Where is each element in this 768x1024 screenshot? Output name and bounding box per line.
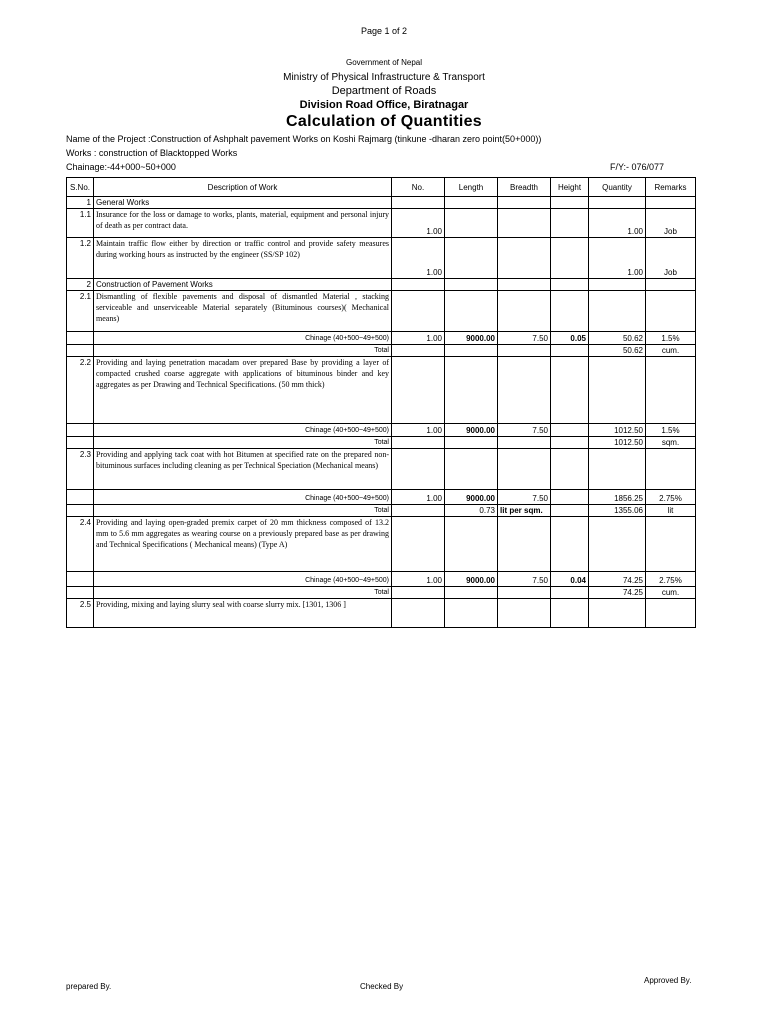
description: Dismantling of flexible pavements and disposal of dismantled Material , stacking serviceable and unserviceable Material separately (Bituminous courses)( Mechanical means) xyxy=(94,291,392,332)
description: Providing and laying open-graded premix carpet of 20 mm thickness composed of 13.2 mm to 5.6 mm aggregates as wearing course on a previously prepared base as per drawing and Technical Specifications ( Mechanical means) (Type A) xyxy=(94,517,392,572)
description: Insurance for the loss or damage to works, plants, material, equipment and personal injury of death as per contract data. xyxy=(94,209,392,238)
quantity-cell: 1012.50 xyxy=(589,437,646,449)
project-name: Name of the Project :Construction of Ashphalt pavement Works on Koshi Rajmarg (tinkune -dharan zero point(50+000)) xyxy=(66,134,542,144)
works-description: Works : construction of Blacktopped Works xyxy=(66,148,238,158)
serial-number: 2.1 xyxy=(67,291,94,332)
department-heading: Department of Roads xyxy=(331,85,437,97)
remarks-cell: 2.75% xyxy=(646,490,696,505)
table-row xyxy=(67,279,696,291)
number-cell: 1.00 xyxy=(392,238,445,279)
quantity-cell: 1856.25 xyxy=(589,490,646,505)
length-cell: 9000.00 xyxy=(445,490,498,505)
remarks-cell: Job xyxy=(646,238,696,279)
column-header: Description of Work xyxy=(94,178,392,197)
table-row xyxy=(67,197,696,209)
page-number: Page 1 of 2 xyxy=(360,26,408,36)
serial-number: 2.2 xyxy=(67,357,94,424)
quantity-cell: 1012.50 xyxy=(589,424,646,437)
number-cell: 1.00 xyxy=(392,572,445,587)
serial-number: 2.3 xyxy=(67,449,94,490)
serial-number: 1 xyxy=(67,197,94,209)
length-cell: 9000.00 xyxy=(445,572,498,587)
breadth-cell: 7.50 xyxy=(498,490,551,505)
table-row xyxy=(67,291,696,332)
column-header: S.No. xyxy=(67,178,94,197)
quantity-cell: 1355.06 xyxy=(589,505,646,517)
table-row xyxy=(67,424,696,437)
table-row xyxy=(67,357,696,424)
table-row xyxy=(67,238,696,279)
quantity-cell: 1.00 xyxy=(589,238,646,279)
table-row xyxy=(67,449,696,490)
table-row xyxy=(67,345,696,357)
column-header: No. xyxy=(392,178,445,197)
approved-by-label: Approved By. xyxy=(644,976,692,985)
quantity-cell: 74.25 xyxy=(589,572,646,587)
length-cell: 9000.00 xyxy=(445,424,498,437)
total-label: Total xyxy=(94,505,392,517)
total-label: Total xyxy=(94,345,392,357)
number-cell: 1.00 xyxy=(392,209,445,238)
table-row xyxy=(67,587,696,599)
breadth-cell: 7.50 xyxy=(498,332,551,345)
length-cell: 9000.00 xyxy=(445,332,498,345)
column-header: Remarks xyxy=(646,178,696,197)
breadth-cell: 7.50 xyxy=(498,572,551,587)
height-cell: 0.05 xyxy=(551,332,589,345)
checked-by-label: Checked By xyxy=(360,982,404,991)
number-cell: 1.00 xyxy=(392,490,445,505)
table-row xyxy=(67,599,696,628)
number-cell: 1.00 xyxy=(392,332,445,345)
quantities-table xyxy=(66,177,696,628)
rate-cell: 0.73 xyxy=(445,505,498,517)
chainage-cell: Chinage (40+500~49+500) xyxy=(94,332,392,345)
rate-unit-cell: lit per sqm. xyxy=(498,505,551,517)
remarks-cell: 1.5% xyxy=(646,332,696,345)
remarks-cell: 1.5% xyxy=(646,424,696,437)
table-row xyxy=(67,517,696,572)
serial-number: 1.1 xyxy=(67,209,94,238)
table-row xyxy=(67,572,696,587)
description: Construction of Pavement Works xyxy=(94,279,392,291)
column-header: Height xyxy=(551,178,589,197)
table-row xyxy=(67,332,696,345)
remarks-cell: lit xyxy=(646,505,696,517)
number-cell: 1.00 xyxy=(392,424,445,437)
total-label: Total xyxy=(94,437,392,449)
column-header: Quantity xyxy=(589,178,646,197)
fiscal-year: F/Y:- 076/077 xyxy=(610,162,665,172)
serial-number: 2.4 xyxy=(67,517,94,572)
document-title: Calculation of Quantities xyxy=(286,113,482,130)
government-heading: Government of Nepal xyxy=(345,58,423,67)
remarks-cell: 2.75% xyxy=(646,572,696,587)
serial-number: 1.2 xyxy=(67,238,94,279)
height-cell: 0.04 xyxy=(551,572,589,587)
description: Providing and laying penetration macadam over prepared Base by providing a layer of compacted crushed coarse aggregate with applications of bituminous binder and key aggregates as per Drawing and Technical Specifications. (50 mm thick) xyxy=(94,357,392,424)
chainage-range: Chainage:-44+000~50+000 xyxy=(66,162,176,172)
chainage-cell: Chinage (40+500~49+500) xyxy=(94,490,392,505)
breadth-cell: 7.50 xyxy=(498,424,551,437)
table-header-row xyxy=(67,178,696,197)
serial-number: 2.5 xyxy=(67,599,94,628)
serial-number: 2 xyxy=(67,279,94,291)
table-row xyxy=(67,505,696,517)
description: Providing and applying tack coat with hot Bitumen at specified rate on the prepared non-bituminous surfaces including cleaning as per Technical Speciation (Mechanical means) xyxy=(94,449,392,490)
quantity-cell: 74.25 xyxy=(589,587,646,599)
remarks-cell: Job xyxy=(646,209,696,238)
quantity-cell: 50.62 xyxy=(589,345,646,357)
remarks-cell: cum. xyxy=(646,345,696,357)
remarks-cell: sqm. xyxy=(646,437,696,449)
table-row xyxy=(67,490,696,505)
division-heading: Division Road Office, Biratnagar xyxy=(299,99,469,111)
chainage-cell: Chinage (40+500~49+500) xyxy=(94,424,392,437)
column-header: Length xyxy=(445,178,498,197)
table-row xyxy=(67,209,696,238)
ministry-heading: Ministry of Physical Infrastructure & Transport xyxy=(283,72,485,83)
description: Maintain traffic flow either by direction or traffic control and provide safety measures during working hours as instructed by the engineer (SS/SP 102) xyxy=(94,238,392,279)
chainage-cell: Chinage (40+500~49+500) xyxy=(94,572,392,587)
remarks-cell: cum. xyxy=(646,587,696,599)
description: General Works xyxy=(94,197,392,209)
quantity-cell: 50.62 xyxy=(589,332,646,345)
quantity-cell: 1.00 xyxy=(589,209,646,238)
total-label: Total xyxy=(94,587,392,599)
description: Providing, mixing and laying slurry seal with coarse slurry mix. [1301, 1306 ] xyxy=(94,599,392,628)
column-header: Breadth xyxy=(498,178,551,197)
prepared-by-label: prepared By. xyxy=(66,982,112,991)
table-row xyxy=(67,437,696,449)
